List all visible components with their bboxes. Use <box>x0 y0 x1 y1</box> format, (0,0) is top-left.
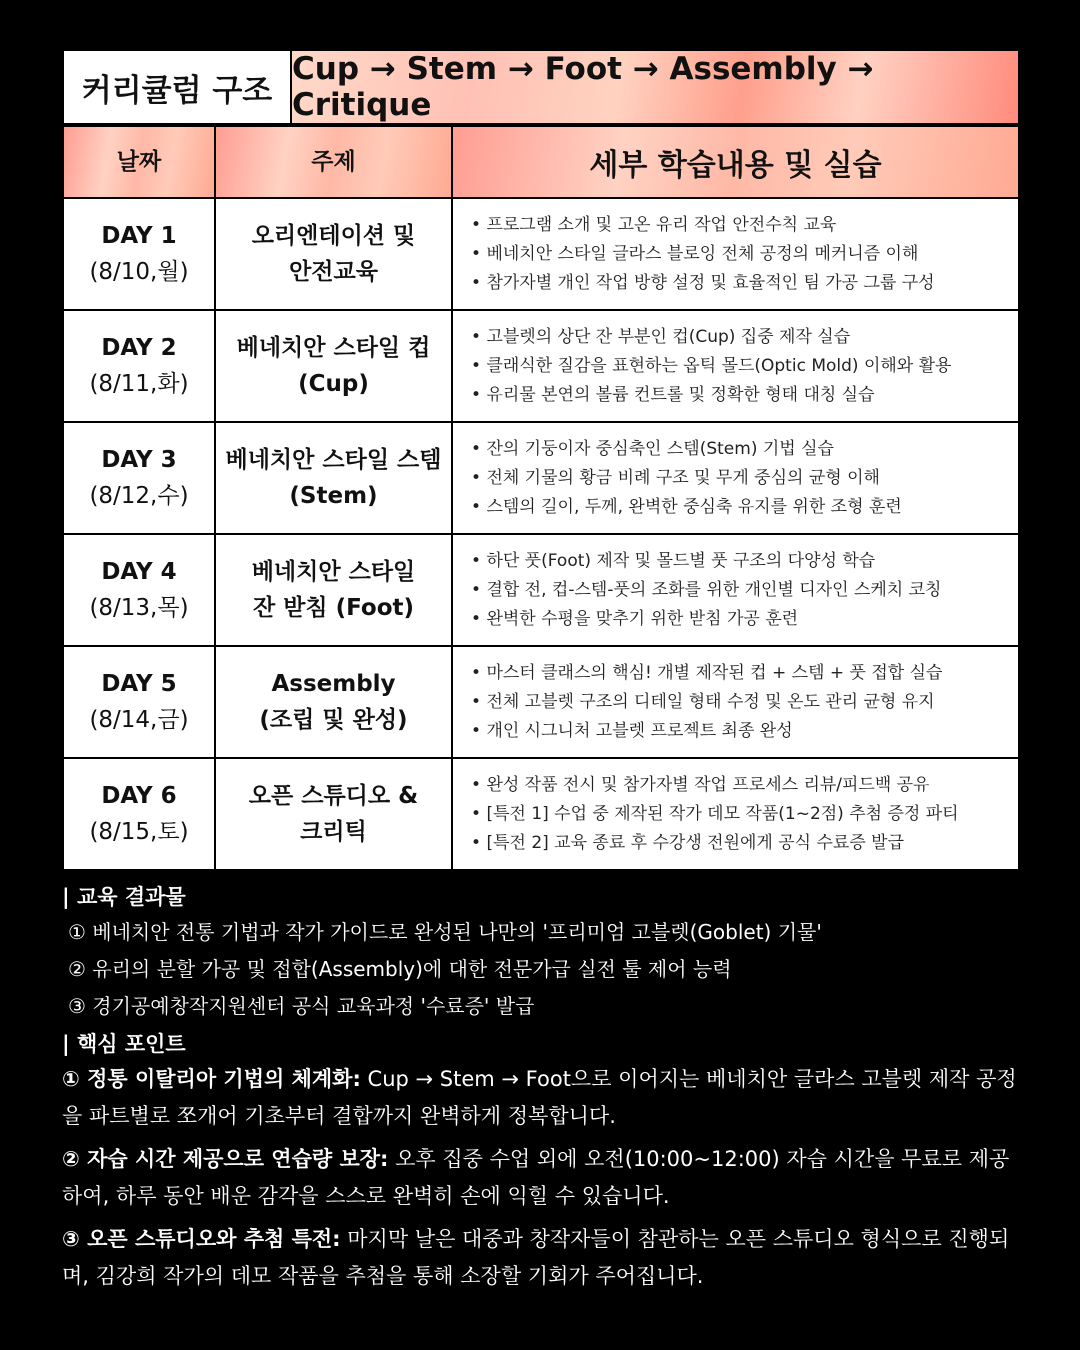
topic-cell <box>215 758 452 870</box>
detail-item: • 완벽한 수평을 맞추기 위한 받침 가공 훈련 <box>471 605 1018 634</box>
topic-line: 크리틱 <box>300 819 367 845</box>
curriculum-section <box>62 49 1020 871</box>
details-cell <box>452 310 1019 422</box>
table-row <box>63 534 1019 646</box>
topic-line: 오리엔테이션 및 <box>251 223 416 249</box>
topic-cell <box>215 198 452 310</box>
topic-cell <box>215 310 452 422</box>
detail-item: • 개인 시그니처 고블렛 프로젝트 최종 완성 <box>471 717 1018 746</box>
details-cell <box>452 758 1019 870</box>
day-cell <box>63 758 215 870</box>
day-cell <box>63 422 215 534</box>
day-date: (8/10,월) <box>89 259 189 285</box>
detail-item: • 전체 고블렛 구조의 디테일 형태 수정 및 온도 관리 균형 유지 <box>471 688 1018 717</box>
topic-line: 잔 받침 (Foot) <box>252 595 415 621</box>
topic-cell <box>215 422 452 534</box>
topic-line: 오픈 스튜디오 & <box>248 783 419 809</box>
detail-item: • 베네치안 스타일 글라스 블로잉 전체 공정의 메커니즘 이해 <box>471 240 1018 269</box>
topic-line: (조립 및 완성) <box>259 707 408 733</box>
key-point-text: 마지막 날은 대중과 창작자들이 참관하는 오픈 스튜디오 형식으로 진행되며, 김강희 작가의 데모 작품을 추첨을 통해 소장할 기회가 주어집니다. <box>62 1227 1010 1288</box>
outcome-item: ③ 경기공예창작지원센터 공식 교육과정 '수료증' 발급 <box>68 994 535 1018</box>
key-point <box>62 1221 1022 1295</box>
topic-line: (Cup) <box>298 371 369 397</box>
detail-item: • 클래식한 질감을 표현하는 옵틱 몰드(Optic Mold) 이해와 활용 <box>471 352 1018 381</box>
key-point <box>62 1061 1022 1135</box>
schedule-table <box>62 125 1020 871</box>
detail-item: • 프로그램 소개 및 고온 유리 작업 안전수칙 교육 <box>471 211 1018 240</box>
day-cell <box>63 534 215 646</box>
curriculum-header <box>62 49 1020 125</box>
details-cell <box>452 534 1019 646</box>
key-point-lead: ② 자습 시간 제공으로 연습량 보장: <box>62 1147 389 1171</box>
day-label: DAY 3 <box>101 447 177 473</box>
day-label: DAY 1 <box>101 223 177 249</box>
topic-cell <box>215 534 452 646</box>
detail-item: • 완성 작품 전시 및 참가자별 작업 프로세스 리뷰/피드백 공유 <box>471 771 1018 800</box>
key-point-text: Cup → Stem → Foot으로 이어지는 베네치안 글라스 고블렛 제작 공정을 파트별로 쪼개어 기초부터 결합까지 완벽하게 정복합니다. <box>62 1067 1017 1128</box>
table-row <box>63 646 1019 758</box>
table-row <box>63 422 1019 534</box>
details-cell <box>452 198 1019 310</box>
outcome-item: ② 유리의 분할 가공 및 접합(Assembly)에 대한 전문가급 실전 툴 제어 능력 <box>68 957 732 981</box>
outcomes-title: | 교육 결과물 <box>62 885 186 909</box>
key-point-text: 오후 집중 수업 외에 오전(10:00~12:00) 자습 시간을 무료로 제공하여, 하루 동안 배운 감각을 스스로 완벽히 손에 익힐 수 있습니다. <box>62 1147 1010 1208</box>
key-points-title: | 핵심 포인트 <box>62 1032 186 1056</box>
topic-line: Assembly <box>271 671 396 697</box>
detail-item: • 전체 기물의 황금 비례 구조 및 무게 중심의 균형 이해 <box>471 464 1018 493</box>
details-cell <box>452 646 1019 758</box>
key-point <box>62 1141 1022 1215</box>
detail-item: • 잔의 기둥이자 중심축인 스템(Stem) 기법 실습 <box>471 435 1018 464</box>
day-date: (8/14,금) <box>89 707 189 733</box>
detail-item: • 스템의 길이, 두께, 완벽한 중심축 유지를 위한 조형 훈련 <box>471 493 1018 522</box>
header-topic: 주제 <box>215 126 452 198</box>
key-point-lead: ① 정통 이탈리아 기법의 체계화: <box>62 1067 361 1091</box>
table-row <box>63 758 1019 870</box>
detail-item: • 유리물 본연의 볼륨 컨트롤 및 정확한 형태 대칭 실습 <box>471 381 1018 410</box>
detail-item: • 고블렛의 상단 잔 부분인 컵(Cup) 집중 제작 실습 <box>471 323 1018 352</box>
day-cell <box>63 646 215 758</box>
table-row <box>63 310 1019 422</box>
day-date: (8/11,화) <box>89 371 189 397</box>
table-header-row <box>63 126 1019 198</box>
key-point-lead: ③ 오픈 스튜디오와 추첨 특전: <box>62 1227 341 1251</box>
day-date: (8/13,목) <box>89 595 189 621</box>
details-cell <box>452 422 1019 534</box>
topic-line: 베네치안 스타일 스템 <box>225 447 442 473</box>
notes-section <box>62 880 1022 1301</box>
topic-cell <box>215 646 452 758</box>
day-label: DAY 2 <box>101 335 177 361</box>
detail-item: • 하단 풋(Foot) 제작 및 몰드별 풋 구조의 다양성 학습 <box>471 547 1018 576</box>
topic-line: 안전교육 <box>289 259 378 285</box>
detail-item: • 마스터 클래스의 핵심! 개별 제작된 컵 + 스템 + 풋 접합 실습 <box>471 659 1018 688</box>
detail-item: • 결합 전, 컵-스템-풋의 조화를 위한 개인별 디자인 스케치 코칭 <box>471 576 1018 605</box>
curriculum-flow: Cup → Stem → Foot → Assembly → Critique <box>292 51 1018 123</box>
detail-item: • 참가자별 개인 작업 방향 설정 및 효율적인 팀 가공 그룹 구성 <box>471 269 1018 298</box>
topic-line: 베네치안 스타일 <box>251 559 416 585</box>
day-cell <box>63 198 215 310</box>
detail-item: • [특전 2] 교육 종료 후 수강생 전원에게 공식 수료증 발급 <box>471 829 1018 858</box>
day-date: (8/12,수) <box>89 483 189 509</box>
detail-item: • [특전 1] 수업 중 제작된 작가 데모 작품(1~2점) 추첨 증정 파티 <box>471 800 1018 829</box>
day-label: DAY 6 <box>101 783 177 809</box>
day-label: DAY 4 <box>101 559 177 585</box>
curriculum-label: 커리큘럼 구조 <box>64 51 292 123</box>
day-date: (8/15,토) <box>89 819 189 845</box>
day-label: DAY 5 <box>101 671 177 697</box>
header-details: 세부 학습내용 및 실습 <box>452 126 1019 198</box>
header-date: 날짜 <box>63 126 215 198</box>
outcome-item: ① 베네치안 전통 기법과 작가 가이드로 완성된 나만의 '프리미엄 고블렛(Goblet) 기물' <box>68 920 822 944</box>
topic-line: 베네치안 스타일 컵 <box>236 335 431 361</box>
table-row <box>63 198 1019 310</box>
topic-line: (Stem) <box>289 483 378 509</box>
day-cell <box>63 310 215 422</box>
